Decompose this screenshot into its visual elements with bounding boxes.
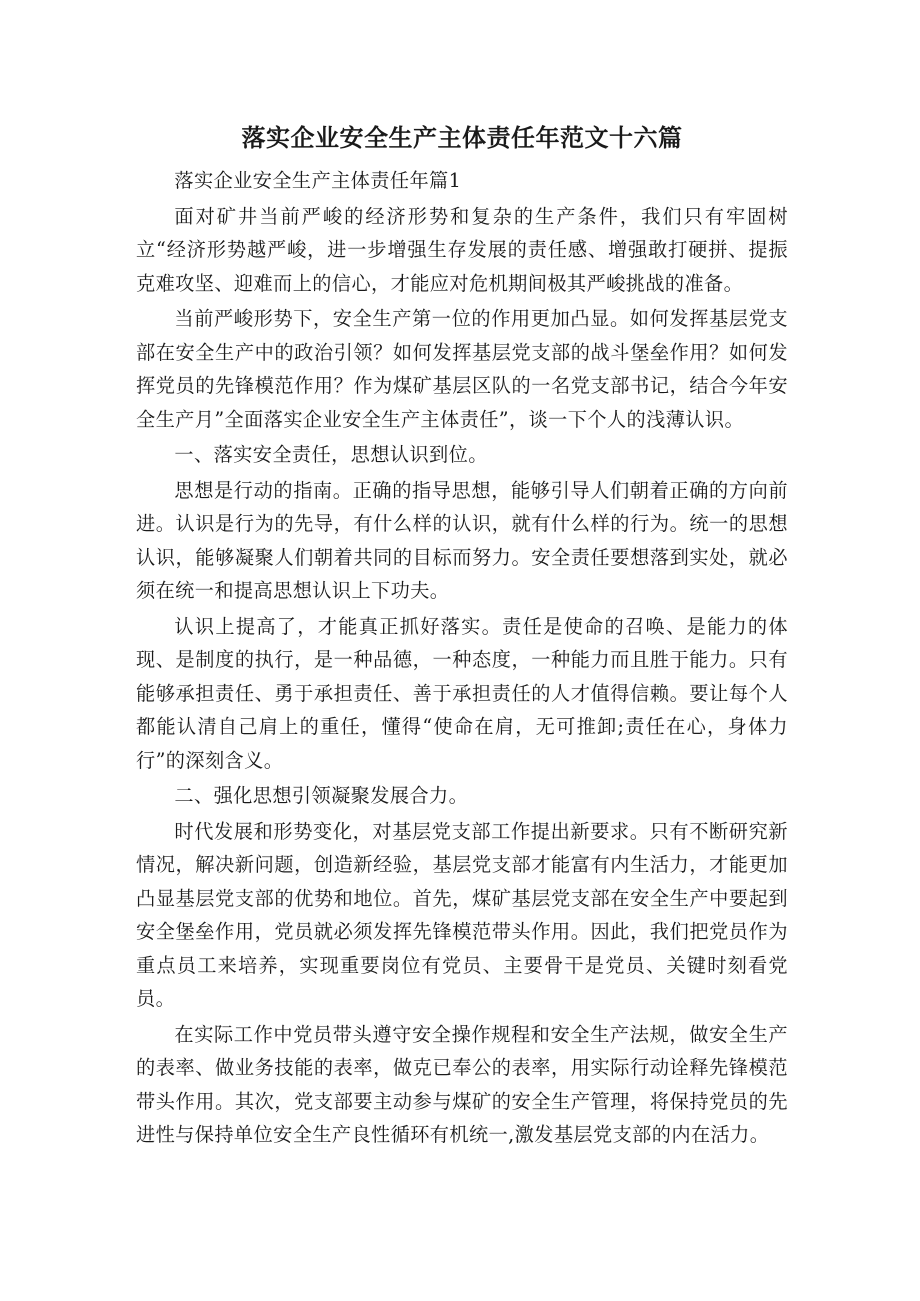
- body-paragraph: 时代发展和形势变化，对基层党支部工作提出新要求。只有不断研究新情况，解决新问题，创造新经验，基层党支部才能富有内生活力，才能更加凸显基层党支部的优势和地位。首先，煤矿基层党支部在安全生产中要起到安全堡垒作用，党员就必须发挥先锋模范带头作用。因此，我们把党员作为重点员工来培养，实现重要岗位有党员、主要骨干是党员、关键时刻看党员。: [136, 819, 788, 1010]
- section-heading: 一、落实安全责任，思想认识到位。: [174, 443, 488, 466]
- body-paragraph: 面对矿井当前严峻的经济形势和复杂的生产条件，我们只有牢固树立“经济形势越严峻，进一步增强生存发展的责任感、增强敢打硬拼、提振克难攻坚、迎难而上的信心，才能应对危机期间极其严峻挑战的准备。: [136, 204, 788, 295]
- document-title: 落实企业安全生产主体责任年范文十六篇: [241, 124, 683, 152]
- body-paragraph: 认识上提高了，才能真正抓好落实。责任是使命的召唤、是能力的体现、是制度的执行，是一种品德，一种态度，一种能力而且胜于能力。只有能够承担责任、勇于承担责任、善于承担责任的人才值得信赖。要让每个人都能认清自己肩上的重任，懂得“使命在肩，无可推卸;责任在心，身体力行”的深刻含义。: [136, 614, 788, 772]
- body-paragraph: 思想是行动的指南。正确的指导思想，能够引导人们朝着正确的方向前进。认识是行为的先导，有什么样的认识，就有什么样的行为。统一的思想认识，能够凝聚人们朝着共同的目标而努力。安全责任要想落到实处，就必须在统一和提高思想认识上下功夫。: [136, 478, 788, 602]
- body-paragraph: 在实际工作中党员带头遵守安全操作规程和安全生产法规，做安全生产的表率、做业务技能的表率，做克已奉公的表率，用实际行动诠释先锋模范带头作用。其次，党支部要主动参与煤矿的安全生产管理，将保持党员的先进性与保持单位安全生产良性循环有机统一,激发基层党支部的内在活力。: [136, 1022, 788, 1146]
- section-heading: 二、强化思想引领凝聚发展合力。: [174, 784, 469, 807]
- section-subtitle: 落实企业安全生产主体责任年篇1: [174, 169, 462, 192]
- body-paragraph: 当前严峻形势下，安全生产第一位的作用更加凸显。如何发挥基层党支部在安全生产中的政治引领？如何发挥基层党支部的战斗堡垒作用？如何发挥党员的先锋模范作用？作为煤矿基层区队的一名党支部书记，结合今年安全生产月”全面落实企业安全生产主体责任”，谈一下个人的浅薄认识。: [136, 307, 788, 431]
